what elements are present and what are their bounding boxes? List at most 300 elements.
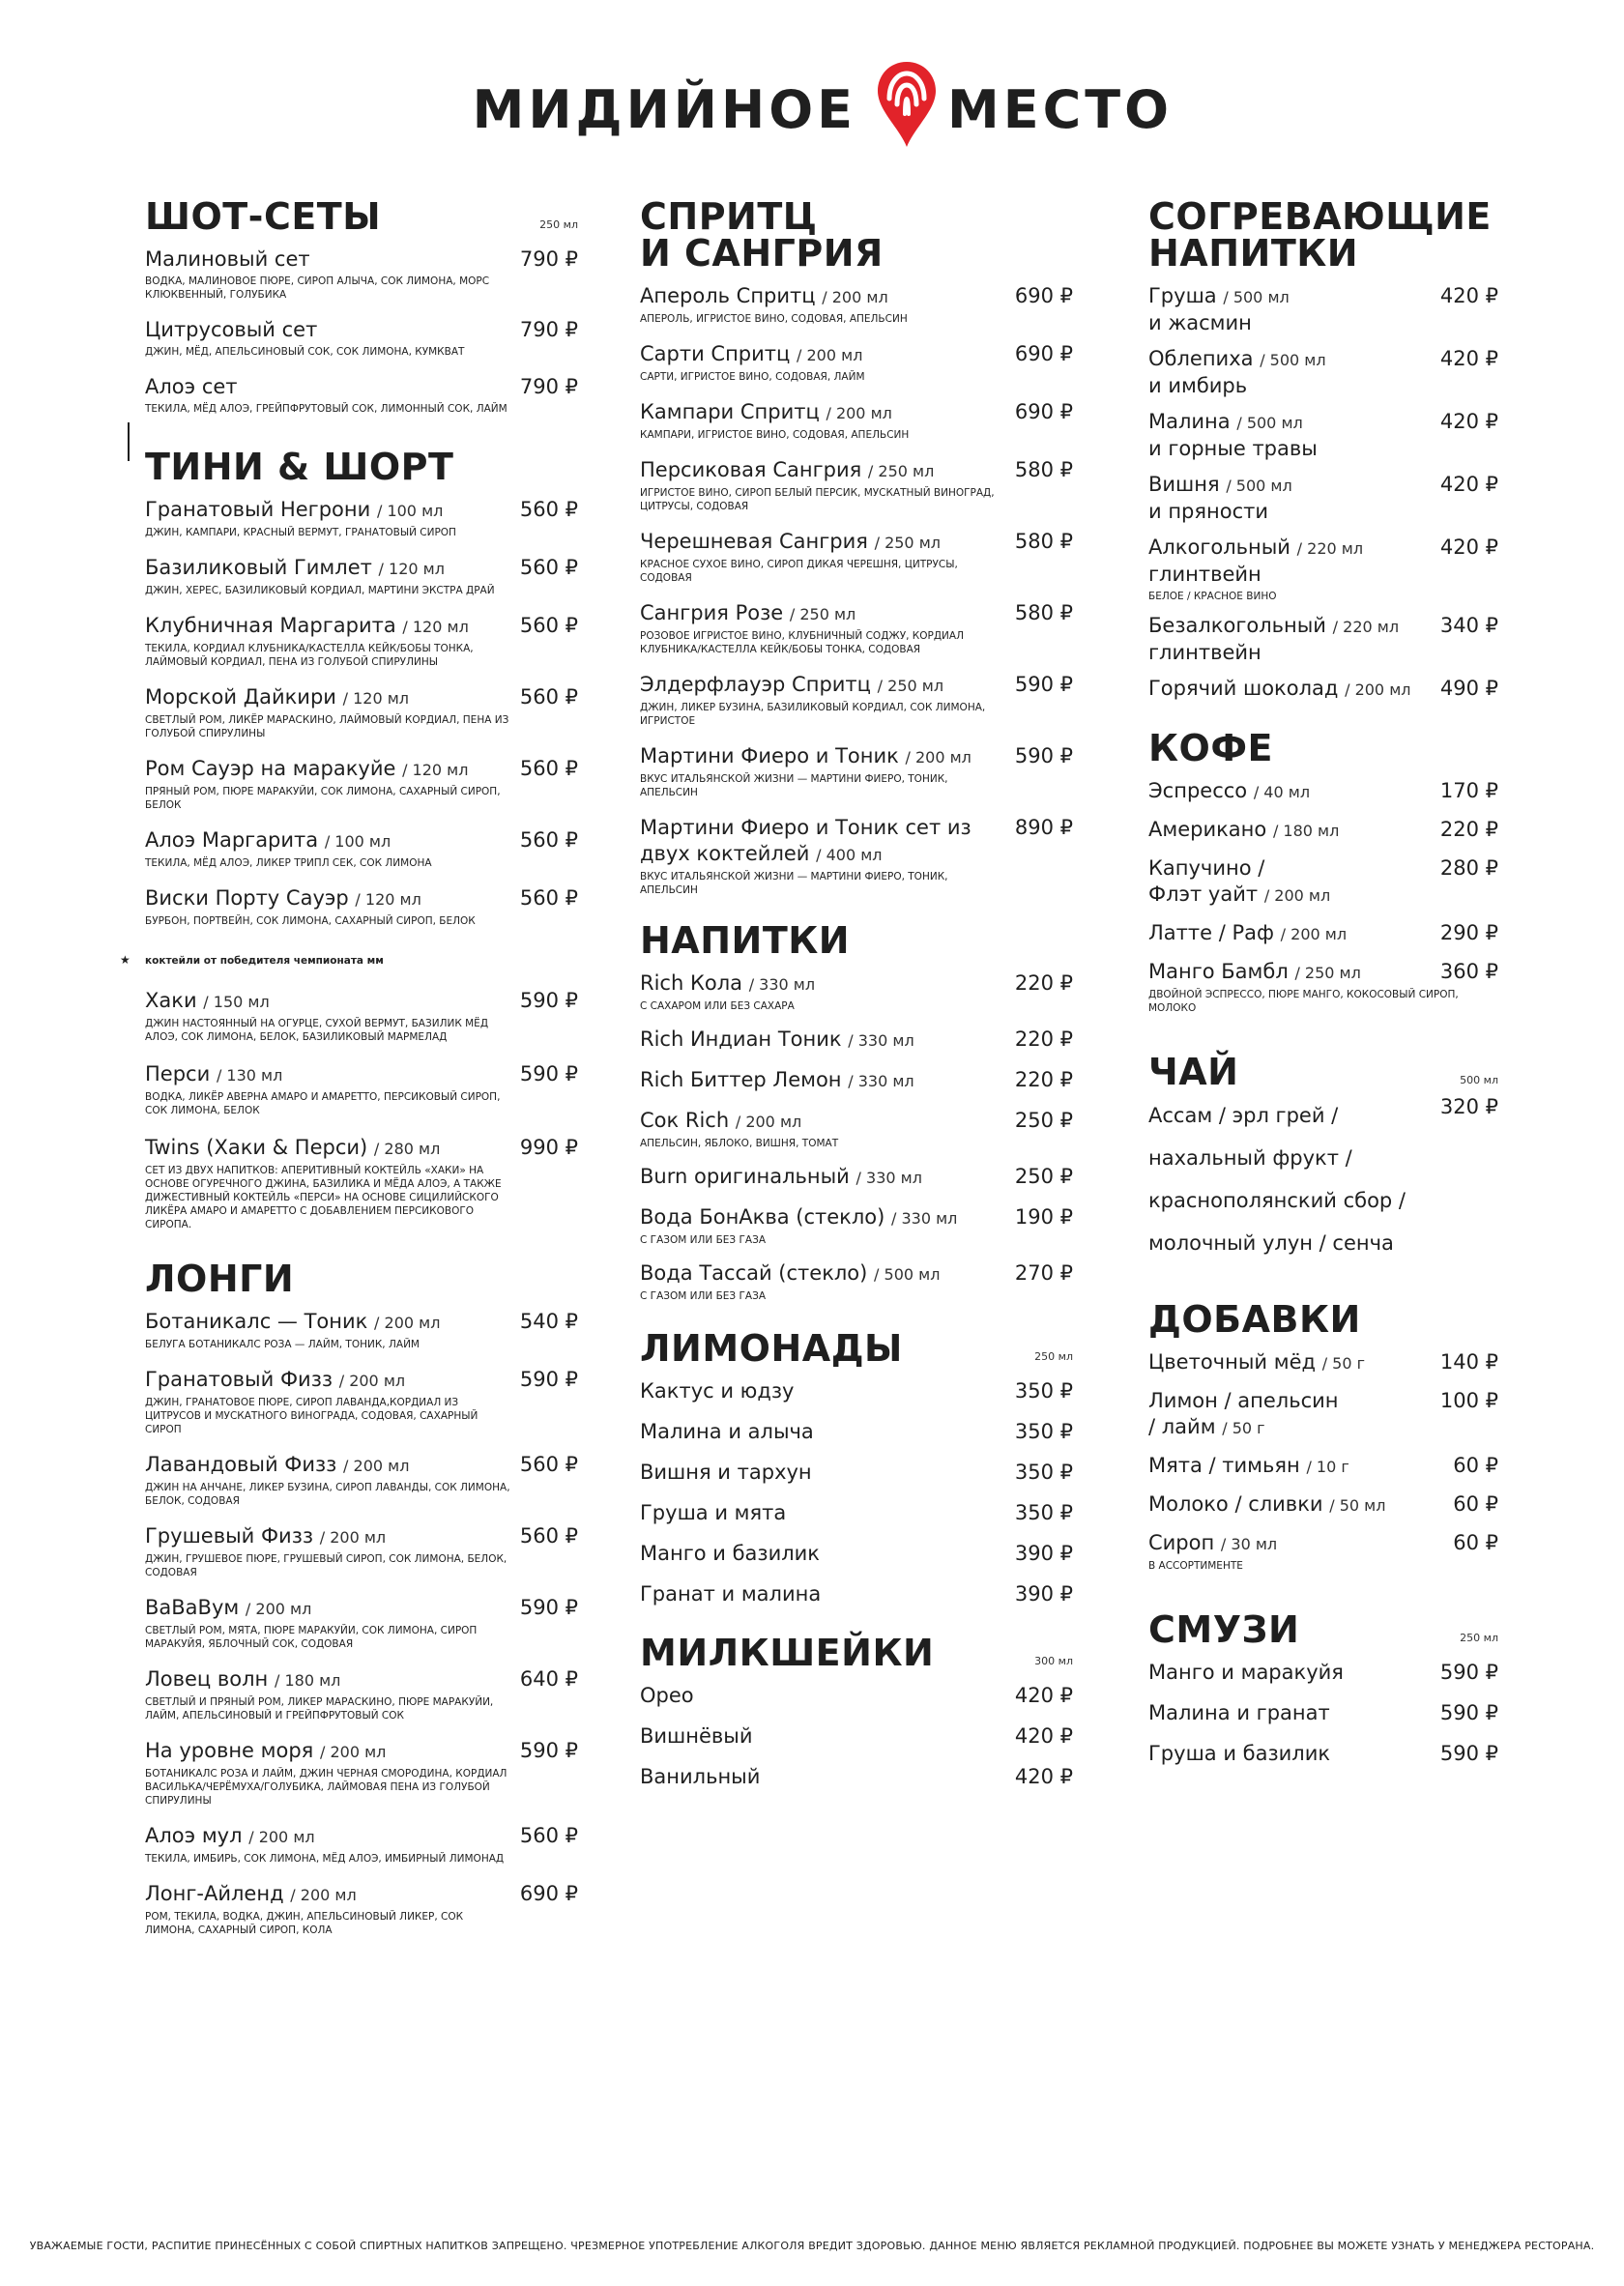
- item-price: 560 ₽: [519, 757, 578, 780]
- item-name-block: [145, 1061, 282, 1088]
- item-name-block: [1148, 959, 1361, 986]
- item-name-text: Перси: [145, 1062, 211, 1085]
- item-volume: / 130 мл: [216, 1066, 283, 1085]
- item-name-text: Груша и базилик: [1148, 1742, 1331, 1765]
- column-middle: [640, 195, 1073, 1805]
- item-name-block: [145, 1367, 405, 1394]
- item-name-block: [640, 283, 888, 310]
- item-name-block: [640, 1419, 814, 1445]
- item-name-text: Мартини Фиеро и Тоник: [640, 744, 899, 767]
- item-description: ДЖИН, ХЕРЕС, БАЗИЛИКОВЫЙ КОРДИАЛ, МАРТИНИ ЭКСТРА ДРАЙ: [145, 585, 495, 596]
- item-name-text: Клубничная Маргарита: [145, 614, 396, 637]
- section-head: [1148, 727, 1498, 769]
- item-price: 360 ₽: [1439, 960, 1498, 983]
- item-price: 490 ₽: [1439, 677, 1498, 700]
- item-name-text: Горячий шоколад: [1148, 677, 1339, 700]
- item-name-text: Вишнёвый: [640, 1724, 753, 1748]
- menu-item-row: [640, 1581, 1073, 1607]
- item-name-block: [145, 1309, 440, 1336]
- item-name-text: Молоко / сливки: [1148, 1492, 1323, 1516]
- item-price: 590 ₽: [519, 989, 578, 1012]
- item-volume: / 200 мл: [1263, 886, 1331, 905]
- item-name-line-2: [1148, 882, 1330, 909]
- item-name-line-2: [1148, 562, 1363, 588]
- menu-item: [1148, 959, 1498, 1015]
- item-name-text: Ловец волн: [145, 1667, 269, 1691]
- section-volume: 300 мл: [1034, 1655, 1073, 1667]
- item-name-block: [1148, 409, 1318, 462]
- item-name: [145, 1738, 386, 1765]
- item-description: С ГАЗОМ ИЛИ БЕЗ ГАЗА: [640, 1290, 766, 1302]
- item-name-block: [1148, 346, 1326, 399]
- item-name-block: [1148, 778, 1310, 805]
- item-name-block: [1148, 1349, 1365, 1376]
- menu-item-row: [1148, 1700, 1498, 1726]
- menu-item-row: [1148, 1388, 1498, 1441]
- menu-item-row: [640, 341, 1073, 368]
- menu-item: [1148, 676, 1498, 703]
- section-head: [145, 195, 578, 238]
- item-price: 690 ₽: [519, 1882, 578, 1905]
- menu-item-row: [1148, 283, 1498, 336]
- item-name-text: Burn оригинальный: [640, 1165, 850, 1188]
- item-name-block: [145, 756, 468, 783]
- item-name-text: Латте / Раф: [1148, 921, 1274, 944]
- footer-disclaimer: УВАЖАЕМЫЕ ГОСТИ, РАСПИТИЕ ПРИНЕСЁННЫХ С СОБОЙ СПИРТНЫХ НАПИТКОВ ЗАПРЕЩЕНО. ЧРЕЗМЕРНОЕ УПОТРЕБЛЕНИЕ АЛКОГОЛЯ ВРЕДИТ ЗДОРОВЬЮ. ДАННОЕ МЕНЮ ЯВЛЯЕТСЯ РЕКЛАМНОЙ ПРОДУКЦИЕЙ. ПОДРОБНЕЕ ВЫ МОЖЕТЕ УЗНАТЬ У МЕНЕДЖЕРА РЕСТОРАНА.: [29, 2240, 1595, 2252]
- item-description: ВКУС ИТАЛЬЯНСКОЙ ЖИЗНИ — МАРТИНИ ФИЕРО, ТОНИК, АПЕЛЬСИН: [640, 871, 948, 896]
- menu-item: [1148, 1530, 1498, 1573]
- menu-item-row: [145, 317, 578, 343]
- item-name-line-2-text: и пряности: [1148, 500, 1269, 523]
- item-volume: / 500 мл: [1226, 477, 1292, 495]
- item-name: [1148, 855, 1330, 882]
- item-name: [640, 600, 856, 627]
- item-volume: / 250 мл: [877, 677, 944, 695]
- item-description: СВЕТЛЫЙ РОМ, МЯТА, ПЮРЕ МАРАКУЙИ, СОК ЛИМОНА, СИРОП МАРАКУЙЯ, ЯБЛОЧНЫЙ СОК, СОДОВАЯ: [145, 1625, 478, 1650]
- menu-item-row: [640, 1027, 1073, 1054]
- item-name: [1148, 1741, 1330, 1767]
- item-name: [1148, 1660, 1344, 1686]
- item-name: [1148, 959, 1361, 986]
- menu-item-row: [145, 756, 578, 783]
- item-volume: / 200 мл: [245, 1600, 312, 1618]
- item-volume: / 500 мл: [1260, 351, 1326, 369]
- item-name-text: Ром Сауэр на маракуйе: [145, 757, 396, 780]
- item-price: 60 ₽: [1453, 1531, 1498, 1554]
- item-name-line-2-text: Флэт уайт: [1148, 883, 1259, 906]
- item-name: [1148, 1388, 1339, 1414]
- item-name-block: [145, 1666, 340, 1693]
- item-name-text: Вишня: [1148, 473, 1220, 496]
- item-volume: / 180 мл: [274, 1671, 341, 1690]
- item-volume: / 250 мл: [874, 534, 941, 552]
- section-title-line-2: НАПИТКИ: [1148, 232, 1359, 275]
- item-name-block: [640, 1764, 760, 1790]
- item-price: 270 ₽: [1014, 1261, 1073, 1285]
- menu-item: [1148, 1453, 1498, 1480]
- item-price: 320 ₽: [1439, 1095, 1498, 1118]
- item-name: [145, 317, 317, 343]
- item-name-block: [145, 1881, 357, 1908]
- item-name-block: [145, 1738, 386, 1765]
- menu-item-row: [145, 885, 578, 912]
- item-name-block: [640, 672, 943, 699]
- item-name-text: Элдерфлауэр Спритц: [640, 673, 871, 696]
- menu-item-row: [1148, 535, 1498, 588]
- section-napitki: [640, 919, 1073, 1303]
- section-volume: 250 мл: [1460, 1632, 1498, 1644]
- section-title-line-2: И САНГРИЯ: [640, 232, 884, 275]
- item-name-block: [145, 684, 409, 711]
- item-description: АПЕЛЬСИН, ЯБЛОКО, ВИШНЯ, ТОМАТ: [640, 1138, 839, 1149]
- menu-item: [640, 283, 1073, 326]
- item-volume: / 330 мл: [748, 975, 816, 994]
- item-name-line-2-text: и жасмин: [1148, 311, 1252, 334]
- item-name-text: Алоэ Маргарита: [145, 828, 319, 852]
- item-volume: / 200 мл: [905, 748, 972, 767]
- section-tini-short: [120, 446, 578, 1231]
- item-name-block: [145, 1823, 315, 1850]
- tea-line: молочный улун / сенча: [1148, 1231, 1394, 1255]
- item-name-text: Twins (Хаки & Перси): [145, 1136, 368, 1159]
- menu-item-row: [640, 1764, 1073, 1790]
- menu-item: [640, 1108, 1073, 1150]
- item-description: ДЖИН, ГРУШЕВОЕ ПЮРЕ, ГРУШЕВЫЙ СИРОП, СОК ЛИМОНА, БЕЛОК, СОДОВАЯ: [145, 1553, 508, 1578]
- item-description: КАМПАРИ, ИГРИСТОЕ ВИНО, СОДОВАЯ, АПЕЛЬСИН: [640, 429, 910, 441]
- item-name-text: Гранатовый Негрони: [145, 498, 371, 521]
- item-name-text: Алоэ сет: [145, 375, 238, 398]
- item-name-line-2-text: и имбирь: [1148, 374, 1248, 397]
- item-description: В АССОРТИМЕНТЕ: [1148, 1560, 1243, 1572]
- item-description: ДЖИН, ГРАНАТОВОЕ ПЮРЕ, СИРОП ЛАВАНДА,КОРДИАЛ ИЗ ЦИТРУСОВ И МУСКАТНОГО ВИНОГРАДА, СОДОВАЯ, САХАРНЫЙ СИРОП: [145, 1397, 478, 1435]
- item-volume: / 180 мл: [1272, 822, 1340, 840]
- menu-item: [640, 1581, 1073, 1607]
- item-name: [640, 1067, 914, 1094]
- menu-item: [640, 743, 1073, 799]
- menu-item: [145, 1309, 578, 1351]
- item-name: [1148, 676, 1411, 703]
- item-name-text: Цветочный мёд: [1148, 1350, 1317, 1374]
- item-name-text: Груша и мята: [640, 1501, 787, 1524]
- column-left: [120, 195, 578, 1953]
- item-name-line-2: [1148, 310, 1290, 336]
- item-name-line-2-text: / лайм: [1148, 1415, 1216, 1438]
- item-volume: / 200 мл: [1345, 680, 1411, 699]
- item-volume: / 330 мл: [848, 1072, 914, 1090]
- item-price: 890 ₽: [1014, 816, 1073, 839]
- item-name: [640, 1581, 821, 1607]
- menu-item-row: [1148, 920, 1498, 947]
- item-name: [145, 246, 310, 273]
- section-head: [145, 446, 578, 488]
- item-name-text: Алоэ мул: [145, 1824, 243, 1847]
- menu-item: [640, 1419, 1073, 1445]
- item-price: 790 ₽: [519, 375, 578, 398]
- item-price: 560 ₽: [519, 886, 578, 910]
- item-name-text: Малина и алыча: [640, 1420, 814, 1443]
- item-price: 790 ₽: [519, 247, 578, 271]
- item-price: 140 ₽: [1439, 1350, 1498, 1374]
- item-name-text: Кампари Спритц: [640, 400, 820, 423]
- item-name: [1148, 472, 1292, 499]
- menu-item-row: [640, 1378, 1073, 1404]
- item-price: 420 ₽: [1439, 535, 1498, 559]
- item-volume: / 330 мл: [856, 1169, 922, 1187]
- item-name-block: [145, 827, 391, 854]
- item-volume: / 200 мл: [338, 1372, 406, 1390]
- item-name: [640, 1164, 922, 1191]
- item-volume: / 500 мл: [874, 1265, 941, 1284]
- item-name-text: BaBaВум: [145, 1596, 240, 1619]
- item-price: 990 ₽: [519, 1136, 578, 1159]
- item-name-text: Цитрусовый сет: [145, 318, 318, 341]
- item-name-text: Безалкогольный: [1148, 614, 1326, 637]
- item-name-text: Rich Биттер Лемон: [640, 1068, 842, 1091]
- menu-item-row: [640, 1204, 1073, 1231]
- item-name: [145, 1367, 405, 1394]
- menu-item: [640, 1541, 1073, 1567]
- item-price: 420 ₽: [1439, 284, 1498, 307]
- item-name: [640, 457, 934, 484]
- item-price: 420 ₽: [1014, 1724, 1073, 1748]
- menu-item: [145, 684, 578, 740]
- item-name-line-2: [1148, 499, 1292, 525]
- menu-item-row: [1148, 778, 1498, 805]
- menu-item: [145, 497, 578, 539]
- menu-item: [1148, 778, 1498, 805]
- item-name-text: Лавандовый Физз: [145, 1453, 337, 1476]
- item-name-text: Rich Кола: [640, 971, 743, 995]
- item-name: [1148, 346, 1326, 373]
- item-name: [640, 1260, 940, 1288]
- item-name-text: Персиковая Сангрия: [640, 458, 862, 481]
- menu-item-row: [145, 1135, 578, 1162]
- item-volume: / 50 г: [1222, 1419, 1265, 1437]
- limonady-items: [640, 1378, 1073, 1607]
- item-name-block: [1148, 535, 1363, 588]
- item-price: 690 ₽: [1014, 400, 1073, 423]
- item-description: РОМ, ТЕКИЛА, ВОДКА, ДЖИН, АПЕЛЬСИНОВЫЙ ЛИКЕР, СОК ЛИМОНА, САХАРНЫЙ СИРОП, КОЛА: [145, 1911, 464, 1936]
- item-name-text: Лимон / апельсин: [1148, 1389, 1339, 1412]
- menu-item: [640, 1378, 1073, 1404]
- item-volume: / 200 мл: [822, 288, 888, 306]
- menu-item: [1148, 855, 1498, 909]
- item-name-block: [640, 1581, 821, 1607]
- coffee-items: [1148, 778, 1498, 1015]
- item-name-line-2-text: глинтвейн: [1148, 641, 1262, 664]
- item-description: ИГРИСТОЕ ВИНО, СИРОП БЕЛЫЙ ПЕРСИК, МУСКАТНЫЙ ВИНОГРАД, ЦИТРУСЫ, СОДОВАЯ: [640, 487, 995, 512]
- item-name-block: [640, 341, 862, 368]
- menu-item-row: [640, 1260, 1073, 1288]
- menu-item-row: [145, 613, 578, 640]
- item-name-block: [1148, 920, 1347, 947]
- item-name-block: [640, 1378, 794, 1404]
- napitki-items: [640, 970, 1073, 1303]
- item-price: 350 ₽: [1014, 1501, 1073, 1524]
- section-head: [1148, 1608, 1498, 1651]
- menu-item-row: [145, 497, 578, 524]
- menu-item-row: [145, 1881, 578, 1908]
- item-price: 250 ₽: [1014, 1109, 1073, 1132]
- item-price: 560 ₽: [519, 556, 578, 579]
- item-name-text: Капучино /: [1148, 856, 1265, 880]
- item-volume: / 250 мл: [867, 462, 935, 480]
- item-name-text: Гранат и малина: [640, 1582, 822, 1606]
- menu-item-row: [145, 1452, 578, 1479]
- item-name: [145, 1881, 357, 1908]
- section-head: [640, 1632, 1073, 1674]
- item-volume: / 120 мл: [355, 890, 421, 909]
- item-name: [640, 1683, 694, 1709]
- item-name-block: [1148, 283, 1290, 336]
- menu-item: [640, 457, 1073, 513]
- item-name: [640, 970, 815, 998]
- menu-item: [640, 815, 1073, 897]
- item-description: ТЕКИЛА, МЁД АЛОЭ, ГРЕЙПФРУТОВЫЙ СОК, ЛИМОННЫЙ СОК, ЛАЙМ: [145, 403, 508, 415]
- item-name-block: [1148, 1660, 1344, 1686]
- item-name-block: [640, 1067, 914, 1094]
- item-name: [640, 1419, 814, 1445]
- section-head: [640, 1327, 1073, 1370]
- item-description: ВКУС ИТАЛЬЯНСКОЙ ЖИЗНИ — МАРТИНИ ФИЕРО, ТОНИК, АПЕЛЬСИН: [640, 773, 948, 798]
- item-name-block: [145, 246, 310, 273]
- warm-items: [1148, 283, 1498, 703]
- item-name-block: [1148, 613, 1399, 666]
- item-name-block: [640, 399, 892, 426]
- item-name-line-2: [1148, 436, 1318, 462]
- menu-item: [640, 1260, 1073, 1303]
- menu-item-row: [145, 1823, 578, 1850]
- item-name-block: [145, 1135, 440, 1162]
- item-price: 540 ₽: [519, 1310, 578, 1333]
- item-price: 420 ₽: [1439, 410, 1498, 433]
- item-volume: / 120 мл: [378, 560, 445, 578]
- menu-item: [145, 1881, 578, 1937]
- item-volume: / 150 мл: [203, 993, 270, 1011]
- item-name: [640, 529, 941, 556]
- item-name: [145, 1666, 340, 1693]
- menu-item-row: [145, 988, 578, 1015]
- menu-item: [640, 970, 1073, 1013]
- tea-line: краснополянский сбор /: [1148, 1189, 1406, 1212]
- item-price: 590 ₽: [519, 1062, 578, 1085]
- item-name-block: [640, 1108, 801, 1135]
- section-spritz: [640, 195, 1073, 897]
- menu-item-row: [145, 246, 578, 273]
- item-price: 390 ₽: [1014, 1582, 1073, 1606]
- item-name-block: [640, 743, 972, 770]
- item-name: [1148, 409, 1318, 436]
- menu-item: [145, 613, 578, 669]
- item-name-block: [145, 613, 469, 640]
- item-volume: / 30 мл: [1220, 1535, 1278, 1553]
- menu-item-row: [1148, 817, 1498, 844]
- menu-item: [1148, 817, 1498, 844]
- item-name: [640, 283, 888, 310]
- section-head: [145, 1258, 578, 1300]
- menu-item: [1148, 920, 1498, 947]
- item-price: 580 ₽: [1014, 530, 1073, 553]
- champ-note-row: [120, 943, 578, 978]
- star-icon: ★: [120, 953, 130, 967]
- item-price: 220 ₽: [1439, 818, 1498, 841]
- menu-item: [640, 600, 1073, 656]
- item-price: 590 ₽: [519, 1739, 578, 1762]
- section-title: ЧАЙ: [1148, 1051, 1239, 1093]
- item-price: 580 ₽: [1014, 601, 1073, 624]
- item-price: 420 ₽: [1014, 1684, 1073, 1707]
- menu-item: [640, 1764, 1073, 1790]
- section-title: КОФЕ: [1148, 727, 1274, 769]
- shot-items: [145, 246, 578, 416]
- item-description: ТЕКИЛА, КОРДИАЛ КЛУБНИКА/КАСТЕЛЛА КЕЙК/БОБЫ ТОНКА, ЛАЙМОВЫЙ КОРДИАЛ, ПЕНА ИЗ ГОЛУБОЙ СПИРУЛИНЫ: [145, 643, 474, 668]
- item-name-block: [1148, 1530, 1277, 1557]
- item-name-text: Апероль Спритц: [640, 284, 816, 307]
- section-addons: [1148, 1298, 1498, 1573]
- item-volume: / 220 мл: [1296, 539, 1364, 558]
- item-price: 690 ₽: [1014, 284, 1073, 307]
- item-name-line-2-text: и горные травы: [1148, 437, 1318, 460]
- item-volume: / 10 г: [1306, 1458, 1349, 1476]
- item-name-text: Американо: [1148, 818, 1267, 841]
- item-name: [640, 1108, 801, 1135]
- menu-item-row: [640, 672, 1073, 699]
- menu-item: [145, 1595, 578, 1651]
- item-name-block: [145, 1595, 311, 1622]
- item-name-text: Мартини Фиеро и Тоник сет из двух коктейлей: [640, 816, 972, 865]
- item-name-text: Вода Тассай (стекло): [640, 1261, 868, 1285]
- menu-item: [1148, 472, 1498, 525]
- item-name-text: Ботаникалс — Тоник: [145, 1310, 368, 1333]
- item-name-block: [640, 1723, 753, 1750]
- item-description: САРТИ, ИГРИСТОЕ ВИНО, СОДОВАЯ, ЛАЙМ: [640, 371, 865, 383]
- item-name-text: На уровне моря: [145, 1739, 314, 1762]
- item-description: ДЖИН НАСТОЯННЫЙ НА ОГУРЦЕ, СУХОЙ ВЕРМУТ, БАЗИЛИК МЁД АЛОЭ, СОК ЛИМОНА, БЕЛОК, БАЗИЛИКОВЫЙ МАРМЕЛАД: [145, 1018, 489, 1043]
- item-name: [1148, 1491, 1385, 1519]
- menu-item: [640, 1027, 1073, 1054]
- menu-item: [145, 246, 578, 302]
- item-name-block: [1148, 676, 1411, 703]
- item-volume: / 200 мл: [290, 1886, 357, 1904]
- spritz-items: [640, 283, 1073, 897]
- menu-item-row: [640, 1108, 1073, 1135]
- item-name-text: Лонг-Айленд: [145, 1882, 284, 1905]
- item-name-text: Морской Дайкири: [145, 685, 336, 709]
- menu-item: [145, 827, 578, 870]
- item-name-text: Манго Бамбл: [1148, 960, 1289, 983]
- section-volume: 250 мл: [1034, 1350, 1073, 1363]
- menu-item: [1148, 613, 1498, 666]
- item-name: [145, 613, 469, 640]
- item-price: 60 ₽: [1453, 1454, 1498, 1477]
- section-shot-sets: [145, 195, 578, 416]
- item-name-text: Ванильный: [640, 1765, 761, 1788]
- item-name-text: Хаки: [145, 989, 197, 1012]
- menu-item-row: [145, 1738, 578, 1765]
- item-price: 560 ₽: [519, 498, 578, 521]
- item-description: ДЖИН, ЛИКЕР БУЗИНА, БАЗИЛИКОВЫЙ КОРДИАЛ, СОК ЛИМОНА, ИГРИСТОЕ: [640, 702, 986, 727]
- menu-item: [145, 1738, 578, 1808]
- item-name: [1148, 1700, 1330, 1726]
- section-volume: 250 мл: [539, 218, 578, 231]
- item-name: [145, 684, 409, 711]
- item-price: 560 ₽: [519, 614, 578, 637]
- item-name-text: Базиликовый Гимлет: [145, 556, 372, 579]
- item-name-text: Rich Индиан Тоник: [640, 1027, 842, 1051]
- item-name: [145, 1061, 282, 1088]
- item-price: 220 ₽: [1014, 1027, 1073, 1051]
- item-price: 220 ₽: [1014, 971, 1073, 995]
